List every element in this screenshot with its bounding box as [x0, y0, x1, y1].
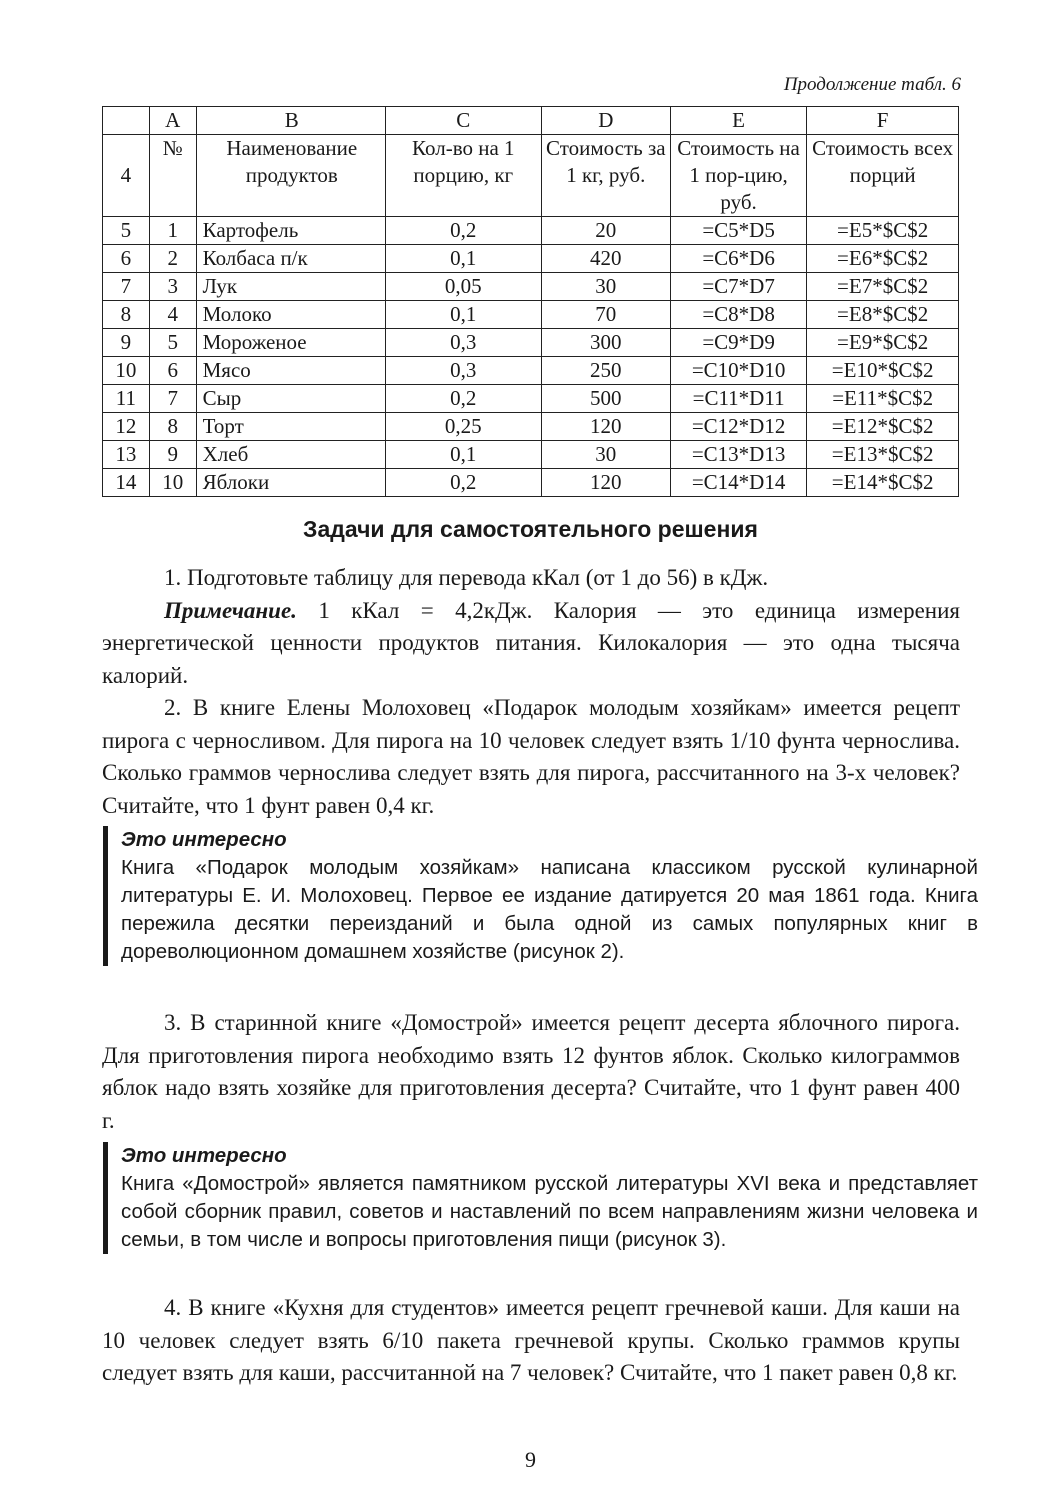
column-letters-row [103, 107, 959, 135]
row-number: 14 [103, 469, 150, 497]
quantity-cell: 0,3 [385, 357, 541, 385]
row-number: 7 [103, 273, 150, 301]
total-formula-cell: =E9*$C$2 [807, 329, 959, 357]
row-number: 10 [103, 357, 150, 385]
product-name: Хлеб [196, 441, 385, 469]
header-price-per-kg: Стоимость за 1 кг, руб. [541, 135, 670, 217]
task-3 [102, 1007, 960, 1137]
table-row [103, 441, 959, 469]
row-number: 5 [103, 217, 150, 245]
table-row [103, 469, 959, 497]
quantity-cell: 0,1 [385, 441, 541, 469]
table-row [103, 329, 959, 357]
cost-formula-cell: =C11*D11 [670, 385, 806, 413]
row-number: 11 [103, 385, 150, 413]
table-row [103, 245, 959, 273]
task-4-text: 4. В книге «Кухня для студентов» имеется рецепт гречневой каши. Для каши на 10 человек следует взять 6/10 пакета гречневой крупы. Сколько граммов крупы следует взять для каши, рассчитанной на 7 человек? Считайте, что 1 пакет равен 0,8 кг. [102, 1295, 960, 1385]
cost-formula-cell: =C12*D12 [670, 413, 806, 441]
row-number: 13 [103, 441, 150, 469]
total-formula-cell: =E13*$C$2 [807, 441, 959, 469]
quantity-cell: 0,3 [385, 329, 541, 357]
total-formula-cell: =E5*$C$2 [807, 217, 959, 245]
total-formula-cell: =E8*$C$2 [807, 301, 959, 329]
column-letter-a: A [149, 107, 196, 135]
header-cost-per-portion: Стоимость на 1 пор-цию, руб. [670, 135, 806, 217]
box-1-text: Книга «Подарок молодым хозяйкам» написана классиком русской кулинарной литературы Е. И. Молоховец. Первое ее издание датируется 20 мая 1861 года. Книга пережила десятки переизданий и была одной из самых популярных книг в дореволюционном домашнем хозяйстве (рисунок 2). [121, 856, 978, 963]
item-number: 7 [149, 385, 196, 413]
item-number: 6 [149, 357, 196, 385]
item-number: 3 [149, 273, 196, 301]
product-name: Сыр [196, 385, 385, 413]
cost-formula-cell: =C9*D9 [670, 329, 806, 357]
product-name: Мороженое [196, 329, 385, 357]
price-cell: 120 [541, 413, 670, 441]
product-name: Яблоки [196, 469, 385, 497]
price-cell: 500 [541, 385, 670, 413]
box-2-text: Книга «Домострой» является памятником русской литературы XVI века и представляет собой сборник правил, советов и наставлений по всем направлениям жизни человека и семьи, в том числе и вопросы приготовления пищи (рисунок 3). [121, 1172, 978, 1251]
table-header-row [103, 135, 959, 217]
product-name: Торт [196, 413, 385, 441]
product-name: Мясо [196, 357, 385, 385]
box-1-title: Это интересно [121, 828, 287, 851]
page-number: 9 [525, 1447, 536, 1472]
cost-formula-cell: =C8*D8 [670, 301, 806, 329]
spreadsheet-table [102, 106, 959, 497]
note-text: 1 кКал = 4,2кДж. Калория — это единица измерения энергетической ценности продуктов питания. Килокалория — это одна тысяча калорий. [102, 597, 960, 688]
item-number: 5 [149, 329, 196, 357]
quantity-cell: 0,05 [385, 273, 541, 301]
price-cell: 420 [541, 245, 670, 273]
quantity-cell: 0,2 [385, 217, 541, 245]
item-number: 8 [149, 413, 196, 441]
price-cell: 250 [541, 357, 670, 385]
header-quantity: Кол-во на 1 порцию, кг [385, 135, 541, 217]
column-letter-d: D [541, 107, 670, 135]
price-cell: 300 [541, 329, 670, 357]
product-name: Картофель [196, 217, 385, 245]
item-number: 9 [149, 441, 196, 469]
row-number: 4 [103, 135, 150, 217]
price-cell: 30 [541, 273, 670, 301]
column-letter-e: E [670, 107, 806, 135]
task-2-text: 2. В книге Елены Молоховец «Подарок молодым хозяйкам» имеется рецепт пирога с черносливом. Для пирога на 10 человек следует взять 1/10 фунта чернослива. Сколько граммов чернослива следует взять для пирога, рассчитанного на 3-х человек? Считайте, что 1 фунт равен 0,4 кг. [102, 695, 960, 818]
quantity-cell: 0,2 [385, 385, 541, 413]
cost-formula-cell: =C10*D10 [670, 357, 806, 385]
header-product-name: Наименование продуктов [196, 135, 385, 217]
cost-formula-cell: =C5*D5 [670, 217, 806, 245]
column-letter-b: B [196, 107, 385, 135]
quantity-cell: 0,2 [385, 469, 541, 497]
row-number: 9 [103, 329, 150, 357]
total-formula-cell: =E11*$C$2 [807, 385, 959, 413]
cost-formula-cell: =C14*D14 [670, 469, 806, 497]
item-number: 2 [149, 245, 196, 273]
item-number: 1 [149, 217, 196, 245]
total-formula-cell: =E6*$C$2 [807, 245, 959, 273]
header-total-cost: Стоимость всех порций [807, 135, 959, 217]
quantity-cell: 0,1 [385, 245, 541, 273]
price-cell: 70 [541, 301, 670, 329]
total-formula-cell: =E12*$C$2 [807, 413, 959, 441]
column-letter-f: F [807, 107, 959, 135]
table-row [103, 217, 959, 245]
total-formula-cell: =E10*$C$2 [807, 357, 959, 385]
quantity-cell: 0,25 [385, 413, 541, 441]
cost-formula-cell: =C13*D13 [670, 441, 806, 469]
quantity-cell: 0,1 [385, 301, 541, 329]
cost-formula-cell: =C7*D7 [670, 273, 806, 301]
task-3-text: 3. В старинной книге «Домострой» имеется рецепт десерта яблочного пирога. Для приготовления пирога необходимо взять 12 фунтов яблок. Сколько килограммов яблок надо взять хозяйке для приготовления десерта? Считайте, что 1 фунт равен 400 г. [102, 1010, 960, 1133]
interesting-box-1 [103, 826, 978, 966]
table-continuation-caption: Продолжение табл. 6 [783, 74, 961, 95]
column-letter-c: C [385, 107, 541, 135]
price-cell: 30 [541, 441, 670, 469]
table-row [103, 301, 959, 329]
item-number: 10 [149, 469, 196, 497]
task-1 [102, 562, 960, 692]
cost-formula-cell: =C6*D6 [670, 245, 806, 273]
note-label: Примечание. [164, 597, 297, 623]
task-2 [102, 692, 960, 822]
total-formula-cell: =E14*$C$2 [807, 469, 959, 497]
item-number: 4 [149, 301, 196, 329]
row-number: 12 [103, 413, 150, 441]
task-1-text: 1. Подготовьте таблицу для перевода кКал (от 1 до 56) в кДж. [164, 565, 769, 590]
product-name: Молоко [196, 301, 385, 329]
corner-cell [103, 107, 150, 135]
table-row [103, 357, 959, 385]
task-1-note [102, 595, 960, 693]
table-row [103, 385, 959, 413]
product-name: Лук [196, 273, 385, 301]
box-2-title: Это интересно [121, 1144, 287, 1167]
section-title: Задачи для самостоятельного решения [303, 516, 758, 542]
product-name: Колбаса п/к [196, 245, 385, 273]
task-4 [102, 1292, 960, 1390]
row-number: 6 [103, 245, 150, 273]
price-cell: 20 [541, 217, 670, 245]
table-row [103, 273, 959, 301]
price-cell: 120 [541, 469, 670, 497]
interesting-box-2 [103, 1142, 978, 1254]
header-number: № [149, 135, 196, 217]
table-row [103, 413, 959, 441]
total-formula-cell: =E7*$C$2 [807, 273, 959, 301]
row-number: 8 [103, 301, 150, 329]
